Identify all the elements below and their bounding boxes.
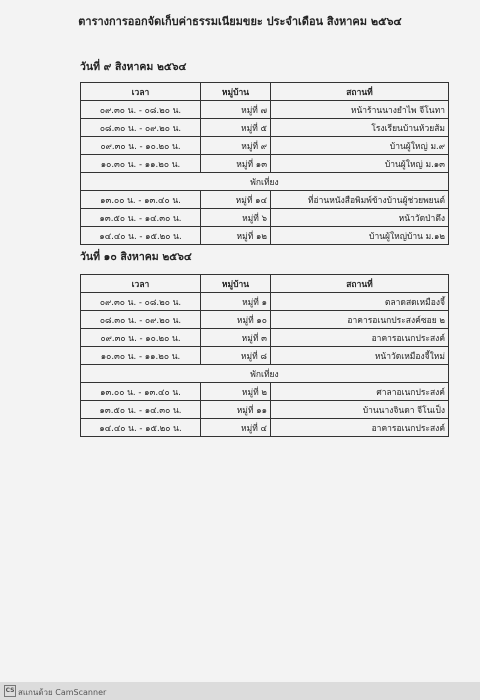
scanner-footer bbox=[0, 682, 480, 700]
cell-village: หมู่ที่ ๗ bbox=[201, 101, 271, 119]
header-place: สถานที่ bbox=[271, 275, 449, 293]
cell-place: อาคารอเนกประสงค์ bbox=[271, 329, 449, 347]
table-row bbox=[81, 383, 449, 401]
table-row bbox=[81, 137, 449, 155]
cell-time: ๐๘.๓๐ น. - ๐๙.๒๐ น. bbox=[81, 119, 201, 137]
cell-place: บ้านนางจินดา จีโนเป็ง bbox=[271, 401, 449, 419]
cell-place: อาคารอเนกประสงค์ซอย ๒ bbox=[271, 311, 449, 329]
day1-schedule-table bbox=[80, 82, 449, 245]
day2-date: วันที่ ๑๐ สิงหาคม ๒๕๖๔ bbox=[80, 251, 192, 263]
table-header-row bbox=[81, 83, 449, 101]
cell-time: ๐๙.๓๐ น. - ๑๐.๒๐ น. bbox=[81, 329, 201, 347]
cell-place: ตลาดสดเหมืองจี้ bbox=[271, 293, 449, 311]
table-row bbox=[81, 419, 449, 437]
table-row bbox=[81, 347, 449, 365]
cell-village: หมู่ที่ ๘ bbox=[201, 347, 271, 365]
cell-place: ศาลาอเนกประสงค์ bbox=[271, 383, 449, 401]
cell-time: ๑๓.๐๐ น. - ๑๓.๔๐ น. bbox=[81, 383, 201, 401]
lunch-break-row bbox=[81, 365, 449, 383]
cell-village: หมู่ที่ ๙ bbox=[201, 137, 271, 155]
cell-village: หมู่ที่ ๔ bbox=[201, 419, 271, 437]
cell-time: ๑๔.๔๐ น. - ๑๕.๒๐ น. bbox=[81, 419, 201, 437]
cell-time: ๐๙.๓๐ น. - ๐๘.๒๐ น. bbox=[81, 293, 201, 311]
camscanner-logo-icon: CS bbox=[4, 685, 16, 697]
cell-place: หน้าวัดเหมืองจี้ใหม่ bbox=[271, 347, 449, 365]
cell-time: ๐๙.๓๐ น. - ๐๘.๒๐ น. bbox=[81, 101, 201, 119]
cell-village: หมู่ที่ ๑๒ bbox=[201, 227, 271, 245]
cell-time: ๑๓.๕๐ น. - ๑๔.๓๐ น. bbox=[81, 209, 201, 227]
table-row bbox=[81, 101, 449, 119]
cell-time: ๐๙.๓๐ น. - ๑๐.๒๐ น. bbox=[81, 137, 201, 155]
cell-time: ๑๐.๓๐ น. - ๑๑.๒๐ น. bbox=[81, 347, 201, 365]
lunch-break-label: พักเที่ยง bbox=[81, 365, 449, 383]
header-time: เวลา bbox=[81, 83, 201, 101]
cell-village: หมู่ที่ ๑๑ bbox=[201, 401, 271, 419]
table-row bbox=[81, 293, 449, 311]
cell-time: ๑๓.๐๐ น. - ๑๓.๔๐ น. bbox=[81, 191, 201, 209]
table-row bbox=[81, 119, 449, 137]
day1-date: วันที่ ๙ สิงหาคม ๒๕๖๔ bbox=[80, 61, 187, 73]
header-village: หมู่บ้าน bbox=[201, 83, 271, 101]
cell-place: บ้านผู้ใหญ่ ม.๑๓ bbox=[271, 155, 449, 173]
cell-time: ๑๓.๕๐ น. - ๑๔.๓๐ น. bbox=[81, 401, 201, 419]
cell-village: หมู่ที่ ๑๐ bbox=[201, 311, 271, 329]
cell-place: อาคารอเนกประสงค์ bbox=[271, 419, 449, 437]
cell-place: บ้านผู้ใหญ่ ม.๙ bbox=[271, 137, 449, 155]
cell-village: หมู่ที่ ๖ bbox=[201, 209, 271, 227]
header-time: เวลา bbox=[81, 275, 201, 293]
table-row bbox=[81, 311, 449, 329]
cell-village: หมู่ที่ ๓ bbox=[201, 329, 271, 347]
cell-time: ๑๐.๓๐ น. - ๑๑.๒๐ น. bbox=[81, 155, 201, 173]
cell-time: ๐๘.๓๐ น. - ๐๙.๒๐ น. bbox=[81, 311, 201, 329]
cell-village: หมู่ที่ ๒ bbox=[201, 383, 271, 401]
lunch-break-label: พักเที่ยง bbox=[81, 173, 449, 191]
day2-schedule-table bbox=[80, 274, 449, 437]
cell-place: หน้าร้านนางยำไพ จีโนทา bbox=[271, 101, 449, 119]
header-place: สถานที่ bbox=[271, 83, 449, 101]
lunch-break-row bbox=[81, 173, 449, 191]
table-row bbox=[81, 401, 449, 419]
table-row bbox=[81, 155, 449, 173]
document-title: ตารางการออกจัดเก็บค่าธรรมเนียมขยะ ประจำเดือน สิงหาคม ๒๕๖๔ bbox=[78, 15, 402, 28]
table-row bbox=[81, 209, 449, 227]
cell-place: หน้าวัดป่าตึง bbox=[271, 209, 449, 227]
table-header-row bbox=[81, 275, 449, 293]
table-row bbox=[81, 227, 449, 245]
table-row bbox=[81, 191, 449, 209]
cell-place: บ้านผู้ใหญ่บ้าน ม.๑๒ bbox=[271, 227, 449, 245]
cell-village: หมู่ที่ ๑๔ bbox=[201, 191, 271, 209]
cell-time: ๑๔.๔๐ น. - ๑๕.๒๐ น. bbox=[81, 227, 201, 245]
scanner-watermark-text: สแกนด้วย CamScanner bbox=[18, 688, 107, 697]
table-row bbox=[81, 329, 449, 347]
header-village: หมู่บ้าน bbox=[201, 275, 271, 293]
cell-village: หมู่ที่ ๑๓ bbox=[201, 155, 271, 173]
cell-place: โรงเรียนบ้านห้วยส้ม bbox=[271, 119, 449, 137]
cell-village: หมู่ที่ ๕ bbox=[201, 119, 271, 137]
cell-village: หมู่ที่ ๑ bbox=[201, 293, 271, 311]
cell-place: ที่อ่านหนังสือพิมพ์ข้างบ้านผู้ช่วยพยนต์ bbox=[271, 191, 449, 209]
